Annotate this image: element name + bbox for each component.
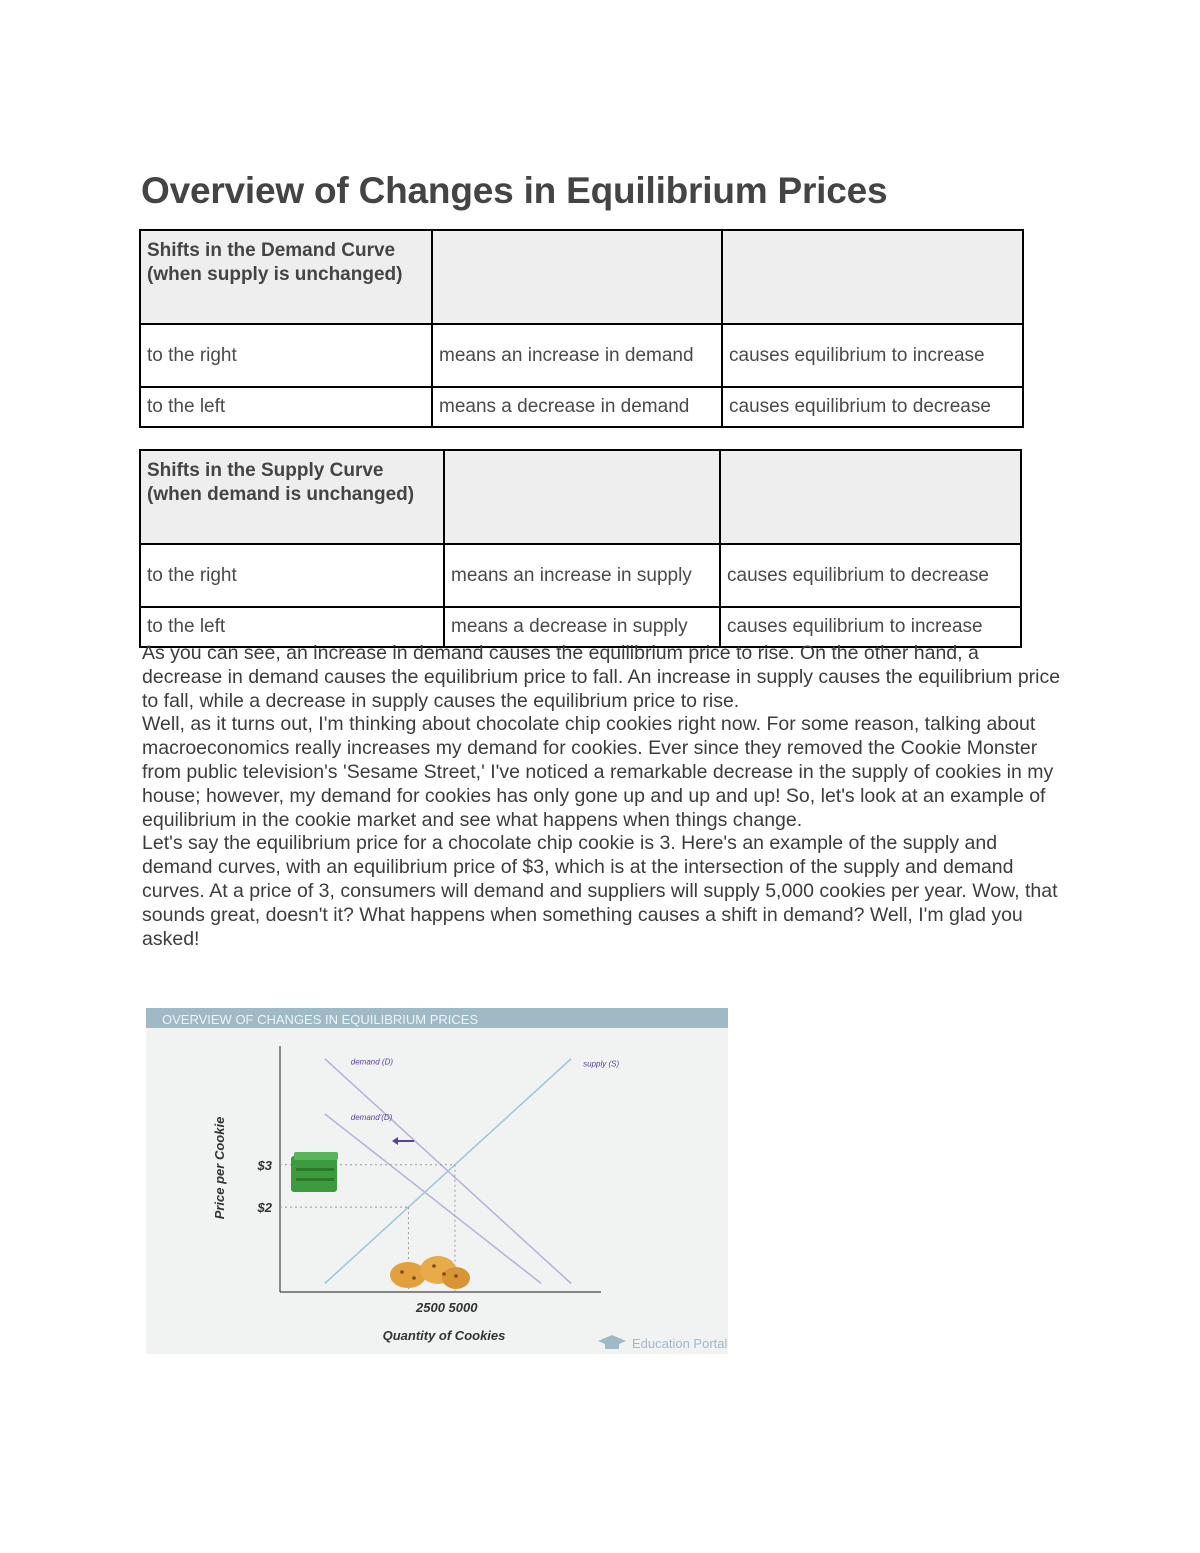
body-text xyxy=(142,642,1062,951)
table-cell: to the right xyxy=(140,324,432,387)
table-header-row xyxy=(140,450,1021,544)
table-cell: means a decrease in supply xyxy=(444,607,720,647)
demand-table-header: Shifts in the Demand Curve (when supply is unchanged) xyxy=(140,230,432,324)
table-cell: to the left xyxy=(140,387,432,427)
table-cell: means a decrease in demand xyxy=(432,387,722,427)
table-row xyxy=(140,387,1023,427)
demand-label-1: demand'(D) xyxy=(350,1112,393,1122)
money-stack-icon xyxy=(291,1152,338,1192)
graduation-cap-icon xyxy=(598,1335,626,1349)
supply-shift-table xyxy=(139,449,1022,648)
table-row xyxy=(140,607,1021,647)
page-title: Overview of Changes in Equilibrium Prices xyxy=(141,170,888,211)
table-header-row xyxy=(140,230,1023,324)
table-row xyxy=(140,324,1023,387)
table-cell: causes equilibrium to increase xyxy=(722,324,1023,387)
demand-shift-table xyxy=(139,229,1024,428)
empty-cell xyxy=(722,230,1023,324)
table-cell: to the left xyxy=(140,607,444,647)
chart-title: OVERVIEW OF CHANGES IN EQUILIBRIUM PRICES xyxy=(162,1012,479,1027)
table-cell: causes equilibrium to increase xyxy=(720,607,1021,647)
supply-label: supply (S) xyxy=(583,1059,620,1069)
x-axis-label: Quantity of Cookies xyxy=(382,1328,506,1343)
table-row xyxy=(140,544,1021,607)
equilibrium-chart xyxy=(146,1008,728,1354)
equilibrium-chart-figure xyxy=(146,1008,728,1354)
paragraph: Let's say the equilibrium price for a chocolate chip cookie is 3. Here's an example of the supply and demand curves, with an equilibrium price of $3, which is at the intersection of the supply and demand curves. At a price of 3, consumers will demand and suppliers will supply 5,000 cookies per year. Wow, that sounds great, doesn't it? What happens when something causes a shift in demand? Well, I'm glad you asked! xyxy=(142,832,1058,950)
table-cell: to the right xyxy=(140,544,444,607)
watermark-text: Education Portal xyxy=(632,1336,728,1351)
demand-label-0: demand (D) xyxy=(350,1057,394,1067)
table-cell: causes equilibrium to decrease xyxy=(722,387,1023,427)
y-tick-label: $2 xyxy=(257,1200,272,1216)
paragraph: As you can see, an increase in demand causes the equilibrium price to rise. On the other hand, a decrease in demand causes the equilibrium price to fall. An increase in supply causes the equilibrium price to fall, while a decrease in supply causes the equilibrium price to rise. xyxy=(142,642,1061,712)
table-cell: causes equilibrium to decrease xyxy=(720,544,1021,607)
table-cell: means an increase in supply xyxy=(444,544,720,607)
x-tick-labels: 2500 5000 xyxy=(416,1300,478,1315)
empty-cell xyxy=(444,450,720,544)
cookies-icon xyxy=(390,1256,470,1289)
paragraph: Well, as it turns out, I'm thinking about chocolate chip cookies right now. For some reason, talking about macroeconomics really increases my demand for cookies. Ever since they removed the Cookie Monster from public television's 'Sesame Street,' I've noticed a remarkable decrease in the supply of cookies in my house; however, my demand for cookies has only gone up and up and up! So, let's look at an example of equilibrium in the cookie market and see what happens when things change. xyxy=(142,713,1054,831)
y-axis-label: Price per Cookie xyxy=(212,1116,227,1220)
empty-cell xyxy=(432,230,722,324)
table-cell: means an increase in demand xyxy=(432,324,722,387)
y-tick-label: $3 xyxy=(257,1157,272,1173)
shift-arrow-head xyxy=(392,1137,398,1145)
supply-table-header: Shifts in the Supply Curve (when demand is unchanged) xyxy=(140,450,444,544)
empty-cell xyxy=(720,450,1021,544)
